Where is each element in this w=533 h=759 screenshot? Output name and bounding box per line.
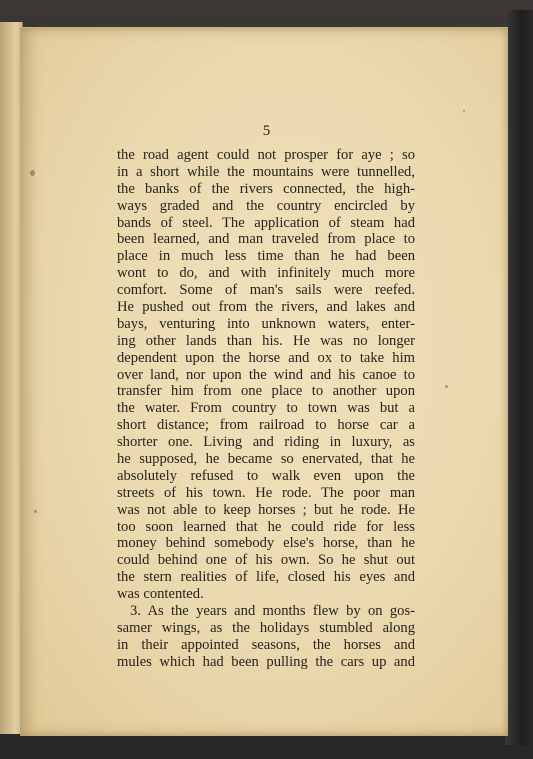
text-line: samer wings, as the holidays stumbled along (117, 619, 415, 636)
text-line: 3. As the years and months flew by on gos- (130, 603, 415, 620)
text-line: wont to do, and with infinitely much more (117, 265, 415, 282)
paper-speck (34, 510, 37, 513)
text-line: ways graded and the country encircled by (117, 197, 415, 214)
text-line: transfer him from one place to another upon (117, 383, 415, 400)
text-line: the stern realities of life, closed his eyes and (117, 569, 415, 586)
text-line: the water. From country to town was but a (117, 400, 415, 417)
text-line: streets of his town. He rode. The poor man (117, 484, 415, 501)
text-line: in their appointed seasons, the horses and (117, 636, 415, 653)
text-line: money behind somebody else's horse, than he (117, 535, 415, 552)
text-line: was contented. (117, 586, 204, 603)
text-line: he supposed, he became so enervated, that he (117, 451, 415, 468)
text-line: short distance; from railroad to horse car a (117, 417, 415, 434)
body-text (117, 147, 415, 671)
text-line: ing other lands than his. He was no longer (117, 332, 415, 349)
text-line: was not able to keep horses ; but he rode. He (117, 501, 415, 518)
text-line: over land, nor upon the wind and his canoe to (117, 366, 415, 383)
text-line: absolutely refused to walk even upon the (117, 467, 415, 484)
page-number: 5 (262, 123, 271, 139)
paper-speck (30, 170, 35, 176)
text-line: too soon learned that he could ride for less (117, 518, 415, 535)
text-line: shorter one. Living and riding in luxury, as (117, 434, 415, 451)
text-line: in a short while the mountains were tunnelled, (117, 163, 415, 180)
text-line: dependent upon the horse and ox to take him (117, 349, 415, 366)
text-line: been learned, and man traveled from place to (117, 231, 415, 248)
text-line: could behind one of his own. So he shut out (117, 552, 415, 569)
text-line: the banks of the rivers connected, the high- (117, 180, 415, 197)
paper-speck (463, 110, 465, 112)
text-line: place in much less time than he had been (117, 248, 415, 265)
text-line: comfort. Some of man's sails were reefed. (117, 282, 415, 299)
text-line: the road agent could not prosper for aye ; so (117, 147, 415, 163)
text-line: mules which had been pulling the cars up and (117, 653, 415, 670)
text-line: bands of steel. The application of steam had (117, 214, 415, 231)
text-line: He pushed out from the rivers, and lakes and (117, 299, 415, 316)
text-line: bays, venturing into unknown waters, enter- (117, 315, 415, 332)
paper-speck (445, 385, 448, 388)
